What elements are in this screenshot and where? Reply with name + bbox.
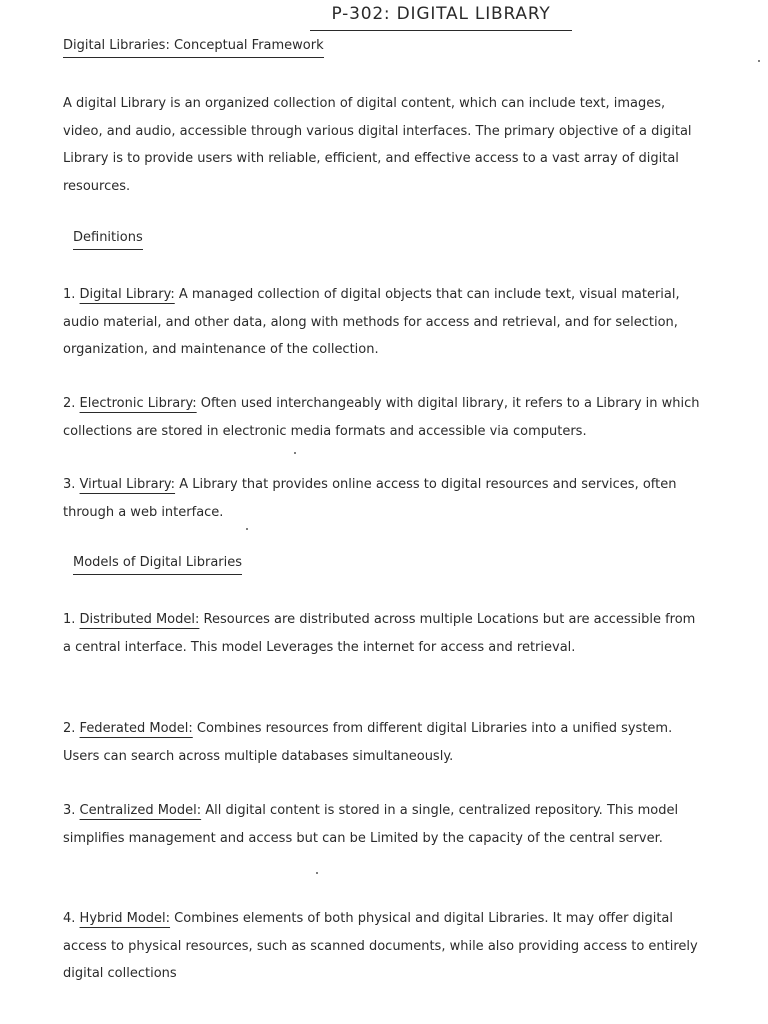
model-label: Federated Model:	[79, 721, 193, 736]
pencil-speck	[316, 872, 318, 874]
definition-number: 1.	[63, 287, 76, 302]
model-label: Centralized Model:	[79, 803, 202, 818]
definition-item	[63, 390, 703, 445]
model-number: 3.	[63, 803, 76, 818]
model-text: Combines resources from different digital Libraries into a unified system. Users can search across multiple databases simultaneously.	[63, 721, 673, 764]
definition-text: Often used interchangeably with digital library, it refers to a Library in which collections are stored in electronic media formats and accessible via computers.	[63, 396, 700, 439]
model-label: Distributed Model:	[79, 612, 200, 627]
model-number: 1.	[63, 612, 76, 627]
model-item	[63, 797, 703, 852]
definition-item	[63, 471, 703, 526]
definition-label: Digital Library:	[79, 287, 175, 302]
definition-number: 3.	[63, 477, 76, 492]
section-heading-framework: Digital Libraries: Conceptual Framework	[63, 38, 324, 58]
page-title: P-302: DIGITAL LIBRARY	[310, 4, 572, 31]
pencil-speck	[758, 60, 760, 62]
definition-label: Virtual Library:	[79, 477, 176, 492]
model-text: Resources are distributed across multiple Locations but are accessible from a central interface. This model Leverages the internet for access and retrieval.	[63, 612, 696, 655]
section-heading-definitions: Definitions	[73, 230, 143, 250]
definition-label: Electronic Library:	[79, 396, 197, 411]
model-item	[63, 606, 703, 661]
pencil-speck	[246, 528, 248, 530]
intro-paragraph: A digital Library is an organized collection of digital content, which can include text, images, video, and audio, accessible through various digital interfaces. The primary objective of a digital Library is to provide users with reliable, efficient, and effective access to a vast array of digital resources.	[63, 96, 692, 194]
definition-text: A Library that provides online access to digital resources and services, often through a web interface.	[63, 477, 677, 520]
model-text: All digital content is stored in a single, centralized repository. This model simplifies management and access but can be Limited by the capacity of the central server.	[63, 803, 679, 846]
definition-item	[63, 281, 703, 364]
model-text: Combines elements of both physical and digital Libraries. It may offer digital access to physical resources, such as scanned documents, while also providing access to entirely digital collections	[63, 911, 698, 981]
definition-text: A managed collection of digital objects that can include text, visual material, audio material, and other data, along with methods for access and retrieval, and for selection, organization, and maintenance of the collection.	[63, 287, 680, 357]
section-heading-models: Models of Digital Libraries	[73, 555, 242, 575]
model-label: Hybrid Model:	[79, 911, 171, 926]
model-number: 4.	[63, 911, 76, 926]
pencil-speck	[294, 452, 296, 454]
definition-number: 2.	[63, 396, 76, 411]
model-item	[63, 715, 703, 770]
model-number: 2.	[63, 721, 76, 736]
model-item	[63, 905, 703, 988]
